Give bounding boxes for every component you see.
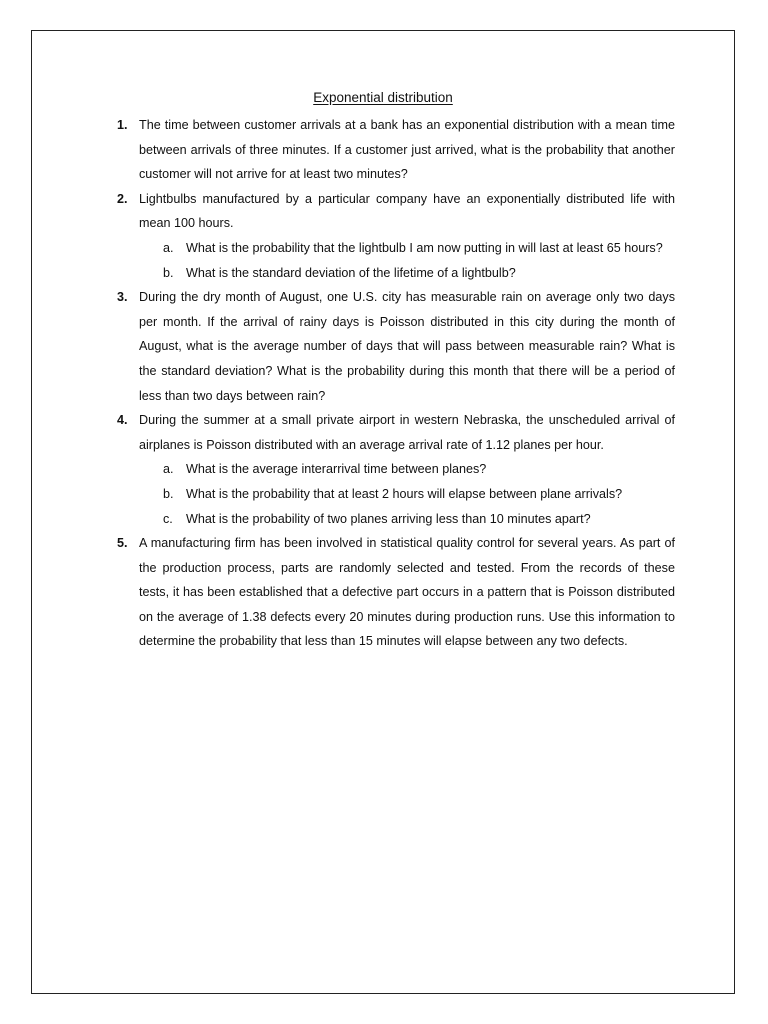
question-list <box>117 113 675 654</box>
question-text: During the summer at a small private airport in western Nebraska, the unscheduled arrival of airplanes is Poisson distributed with an average arrival rate of 1.12 planes per hour. <box>139 413 675 452</box>
question-4b <box>163 482 675 507</box>
subquestion-text: What is the probability of two planes arriving less than 10 minutes apart? <box>186 511 591 526</box>
question-3 <box>117 285 675 408</box>
question-text: Lightbulbs manufactured by a particular company have an exponentially distributed life with mean 100 hours. <box>139 191 675 231</box>
question-number: 4. <box>117 413 128 428</box>
page-title <box>32 89 734 107</box>
subquestion-letter: b. <box>163 265 174 280</box>
question-text: A manufacturing firm has been involved in statistical quality control for several years. As part of the production process, parts are randomly selected and tested. From the records of these tests, it has been established that a defective part occurs in a pattern that is Poisson distributed on the average of 1.38 defects every 20 minutes during production runs. Use this information to determine the probability that less than 15 minutes will elapse between any two defects. <box>139 536 675 649</box>
question-2a <box>163 236 675 261</box>
question-4c <box>163 507 675 532</box>
subquestion-text: What is the probability that the lightbulb I am now putting in will last at least 65 hours? <box>186 240 663 255</box>
question-text: The time between customer arrivals at a bank has an exponential distribution with a mean time between arrivals of three minutes. If a customer just arrived, what is the probability that another customer will not arrive for at least two minutes? <box>139 118 675 182</box>
title-text: Exponential distribution <box>313 90 453 105</box>
subquestion-letter: a. <box>163 462 174 477</box>
question-number: 1. <box>117 118 128 132</box>
subquestion-letter: c. <box>163 511 173 526</box>
question-number: 3. <box>117 290 128 305</box>
subquestion-text: What is the probability that at least 2 hours will elapse between plane arrivals? <box>186 486 623 501</box>
subquestion-letter: a. <box>163 240 174 255</box>
subquestion-text: What is the average interarrival time between planes? <box>186 462 487 477</box>
question-5 <box>117 531 675 654</box>
question-2 <box>117 187 675 236</box>
question-1 <box>117 113 675 187</box>
page-border <box>31 30 735 994</box>
question-4 <box>117 408 675 457</box>
question-number: 2. <box>117 191 128 206</box>
question-4a <box>163 457 675 482</box>
question-text: During the dry month of August, one U.S. city has measurable rain on average only two days per month. If the arrival of rainy days is Poisson distributed in this city during the month of August, what is the average number of days that will pass between measurable rain? What is the standard deviation? What is the probability during this month that there will be a period of less than two days between rain? <box>139 290 675 403</box>
subquestion-letter: b. <box>163 486 174 501</box>
question-2b <box>163 261 675 286</box>
question-number: 5. <box>117 536 128 551</box>
subquestion-text: What is the standard deviation of the lifetime of a lightbulb? <box>186 265 516 280</box>
